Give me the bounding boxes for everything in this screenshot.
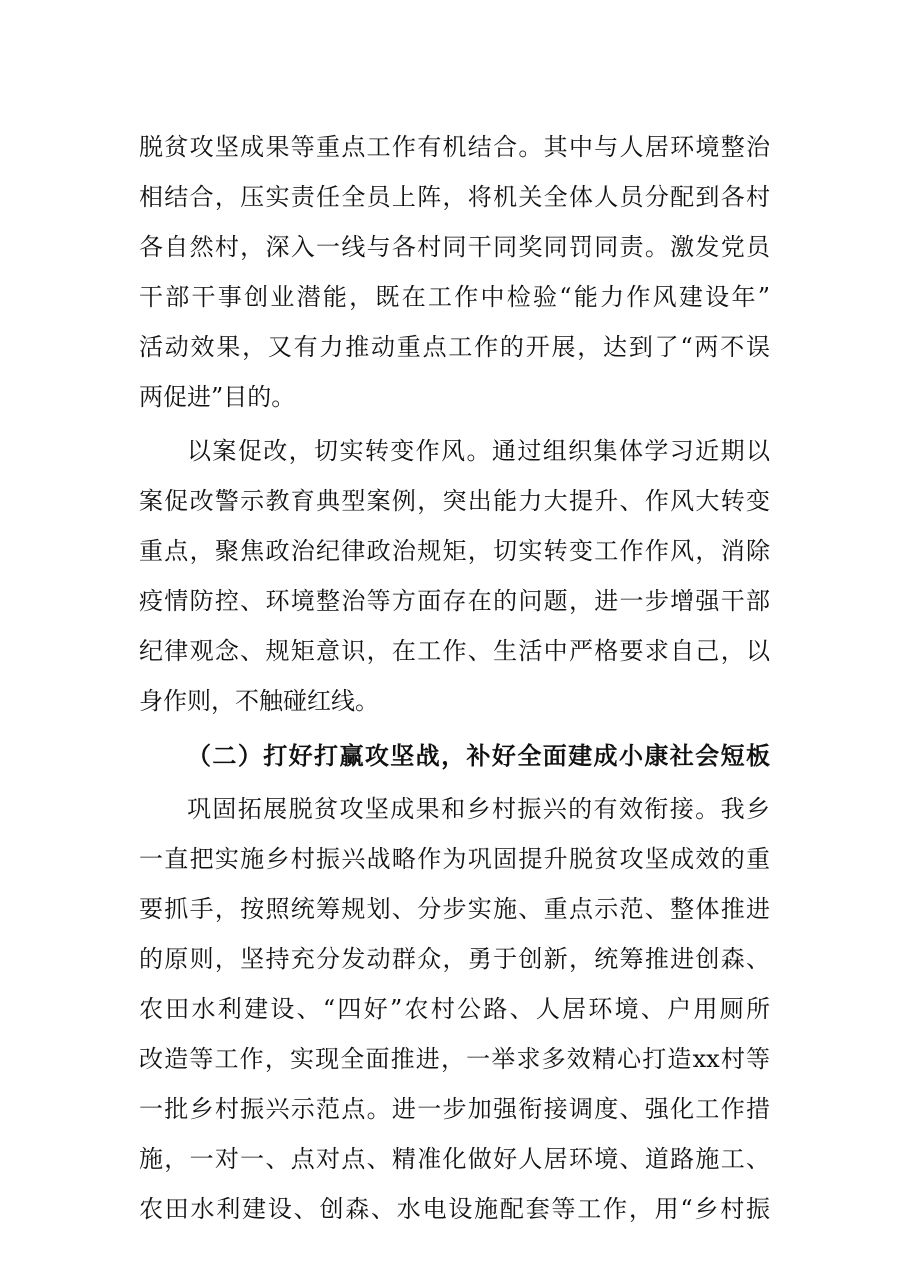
section-heading: （二）打好打赢攻坚战，补好全面建成小康社会短板 [187,741,770,770]
paragraph-line: 要抓手，按照统筹规划、分步实施、重点示范、整体推进 [139,895,770,923]
paragraph-line: 脱贫攻坚成果等重点工作有机结合。其中与人居环境整治 [139,133,770,161]
paragraph-line: 巩固拓展脱贫攻坚成果和乡村振兴的有效衔接。我乡 [187,795,770,823]
paragraph-line: 身作则，不触碰红线。 [139,687,379,715]
paragraph-line: 案促改警示教育典型案例，突出能力大提升、作风大转变 [139,487,770,515]
paragraph-line: 一批乡村振兴示范点。进一步加强衔接调度、强化工作措 [139,1095,770,1123]
paragraph-line: 活动效果，又有力推动重点工作的开展，达到了“两不误 [139,333,770,361]
paragraph-line: 干部干事创业潜能，既在工作中检验“能力作风建设年” [139,283,770,311]
paragraph-line: 农田水利建设、创森、水电设施配套等工作，用“乡村振 [139,1195,770,1223]
paragraph-line: 的原则，坚持充分发动群众，勇于创新，统筹推进创森、 [139,945,770,973]
paragraph-line: 各自然村，深入一线与各村同干同奖同罚同责。激发党员 [139,233,770,261]
paragraph-line: 两促进”目的。 [139,383,296,411]
paragraph-line: 改造等工作，实现全面推进，一举求多效精心打造xx村等 [139,1045,770,1073]
paragraph-line: 一直把实施乡村振兴战略作为巩固提升脱贫攻坚成效的重 [139,845,770,873]
paragraph-line: 疫情防控、环境整治等方面存在的问题，进一步增强干部 [139,587,770,615]
paragraph-line: 施，一对一、点对点、精准化做好人居环境、道路施工、 [139,1145,770,1173]
paragraph-line: 农田水利建设、“四好”农村公路、人居环境、户用厕所 [139,995,770,1023]
paragraph-line: 重点，聚焦政治纪律政治规矩，切实转变工作作风，消除 [139,537,770,565]
paragraph-line: 相结合，压实责任全员上阵，将机关全体人员分配到各村 [139,183,770,211]
paragraph-line: 以案促改，切实转变作风。通过组织集体学习近期以 [187,437,770,465]
paragraph-line: 纪律观念、规矩意识，在工作、生活中严格要求自己，以 [139,637,770,665]
